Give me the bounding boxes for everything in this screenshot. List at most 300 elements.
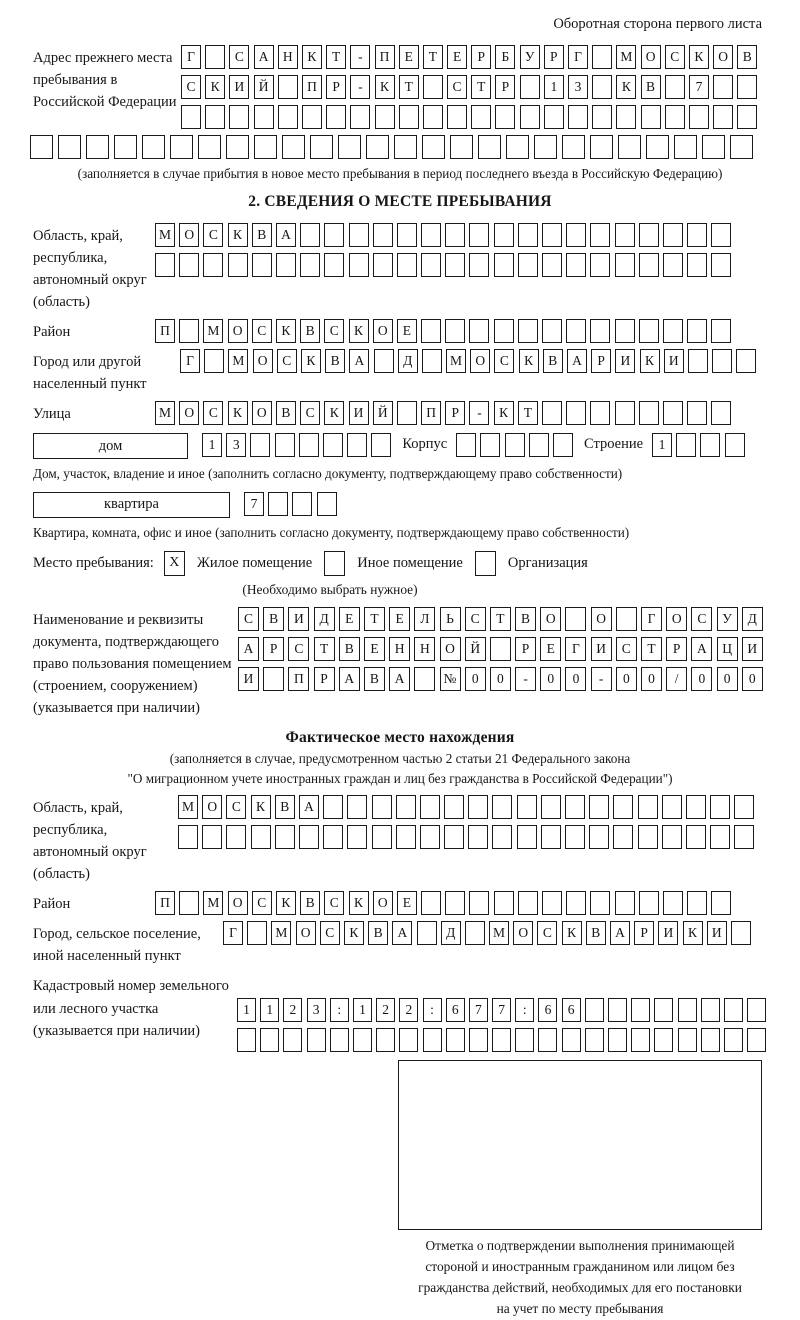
form-cell[interactable] [553,433,573,457]
form-cell[interactable] [292,492,312,516]
form-cell[interactable]: С [465,607,486,631]
form-cell[interactable] [330,1028,349,1052]
form-cell[interactable]: 0 [490,667,511,691]
form-cell[interactable]: Т [364,607,385,631]
form-cell[interactable]: А [389,667,410,691]
form-cell[interactable] [520,105,540,129]
form-cell[interactable]: Г [181,45,201,69]
form-cell[interactable]: С [324,319,344,343]
form-cell[interactable]: У [520,45,540,69]
form-cell[interactable] [275,825,295,849]
form-cell[interactable] [226,825,246,849]
form-cell[interactable]: С [537,921,557,945]
stay-type-checkbox-organization[interactable] [475,551,496,576]
form-cell[interactable]: С [616,637,637,661]
form-cell[interactable] [414,667,435,691]
form-cell[interactable] [663,401,683,425]
form-cell[interactable] [205,45,225,69]
form-cell[interactable]: В [275,795,295,819]
form-cell[interactable] [323,433,343,457]
form-cell[interactable] [615,401,635,425]
form-cell[interactable] [423,75,443,99]
form-cell[interactable]: М [203,891,223,915]
form-cell[interactable]: - [469,401,489,425]
form-cell[interactable] [646,135,669,159]
form-cell[interactable] [300,223,320,247]
form-cell[interactable] [469,223,489,247]
form-cell[interactable]: К [301,349,321,373]
form-cell[interactable] [592,105,612,129]
form-cell[interactable] [566,223,586,247]
form-cell[interactable] [731,921,751,945]
form-cell[interactable]: А [339,667,360,691]
form-cell[interactable] [468,825,488,849]
form-cell[interactable] [326,105,346,129]
form-cell[interactable]: Т [314,637,335,661]
form-cell[interactable]: С [494,349,514,373]
form-cell[interactable] [518,319,538,343]
form-cell[interactable] [282,135,305,159]
form-cell[interactable]: О [666,607,687,631]
form-cell[interactable] [275,433,295,457]
form-cell[interactable]: О [296,921,316,945]
form-cell[interactable]: О [470,349,490,373]
form-cell[interactable] [178,825,198,849]
form-cell[interactable]: А [610,921,630,945]
form-cell[interactable] [566,319,586,343]
form-cell[interactable] [639,253,659,277]
form-cell[interactable]: О [641,45,661,69]
form-cell[interactable]: Е [447,45,467,69]
form-cell[interactable] [268,492,288,516]
form-cell[interactable]: 0 [641,667,662,691]
form-cell[interactable] [445,319,465,343]
form-cell[interactable]: 0 [717,667,738,691]
form-cell[interactable] [347,433,367,457]
form-cell[interactable]: Й [465,637,486,661]
form-cell[interactable] [737,105,757,129]
form-cell[interactable]: Н [389,637,410,661]
form-cell[interactable] [711,891,731,915]
form-cell[interactable] [302,105,322,129]
form-cell[interactable]: К [519,349,539,373]
form-cell[interactable] [373,253,393,277]
form-cell[interactable]: К [349,891,369,915]
form-cell[interactable] [678,1028,697,1052]
form-cell[interactable]: 1 [652,433,672,457]
form-cell[interactable] [396,825,416,849]
form-cell[interactable]: Н [278,45,298,69]
form-cell[interactable] [260,1028,279,1052]
form-cell[interactable] [542,253,562,277]
form-cell[interactable] [542,401,562,425]
form-cell[interactable] [662,825,682,849]
form-cell[interactable]: 6 [538,998,557,1022]
form-cell[interactable]: Т [490,607,511,631]
form-cell[interactable] [468,795,488,819]
form-cell[interactable]: М [271,921,291,945]
form-cell[interactable]: Р [666,637,687,661]
form-cell[interactable] [713,105,733,129]
form-cell[interactable] [283,1028,302,1052]
form-cell[interactable] [544,105,564,129]
form-cell[interactable] [450,135,473,159]
form-cell[interactable] [654,998,673,1022]
form-cell[interactable]: 2 [376,998,395,1022]
form-cell[interactable]: Е [540,637,561,661]
form-cell[interactable] [589,825,609,849]
form-cell[interactable]: В [368,921,388,945]
form-cell[interactable] [734,795,754,819]
form-cell[interactable] [506,135,529,159]
form-cell[interactable] [639,223,659,247]
form-cell[interactable]: К [276,891,296,915]
form-cell[interactable] [515,1028,534,1052]
form-cell[interactable] [678,998,697,1022]
form-cell[interactable] [618,135,641,159]
form-cell[interactable] [226,135,249,159]
form-cell[interactable] [447,105,467,129]
form-cell[interactable] [397,401,417,425]
form-cell[interactable] [397,223,417,247]
form-cell[interactable]: Д [742,607,763,631]
form-cell[interactable]: Г [641,607,662,631]
form-cell[interactable] [541,795,561,819]
form-cell[interactable] [592,45,612,69]
form-cell[interactable] [592,75,612,99]
form-cell[interactable]: 0 [691,667,712,691]
form-cell[interactable] [276,253,296,277]
form-cell[interactable] [641,105,661,129]
form-cell[interactable] [205,105,225,129]
form-cell[interactable] [730,135,753,159]
form-cell[interactable]: Т [471,75,491,99]
form-cell[interactable] [421,891,441,915]
form-cell[interactable] [538,1028,557,1052]
form-cell[interactable] [687,319,707,343]
form-cell[interactable]: В [364,667,385,691]
form-cell[interactable]: : [423,998,442,1022]
form-cell[interactable]: В [586,921,606,945]
form-cell[interactable]: О [440,637,461,661]
form-cell[interactable]: Г [223,921,243,945]
form-cell[interactable] [471,105,491,129]
form-cell[interactable] [711,401,731,425]
form-cell[interactable]: С [238,607,259,631]
form-cell[interactable] [445,253,465,277]
form-cell[interactable] [663,253,683,277]
form-cell[interactable]: М [155,401,175,425]
form-cell[interactable] [663,891,683,915]
form-cell[interactable] [399,1028,418,1052]
form-cell[interactable] [492,795,512,819]
form-cell[interactable] [399,105,419,129]
form-cell[interactable]: И [742,637,763,661]
form-cell[interactable]: Е [399,45,419,69]
form-cell[interactable] [373,223,393,247]
form-cell[interactable] [687,253,707,277]
form-cell[interactable] [590,401,610,425]
form-cell[interactable] [638,795,658,819]
form-cell[interactable]: И [707,921,727,945]
form-cell[interactable]: Б [495,45,515,69]
form-cell[interactable]: С [226,795,246,819]
form-cell[interactable] [663,223,683,247]
form-cell[interactable] [114,135,137,159]
form-cell[interactable]: И [658,921,678,945]
form-cell[interactable] [687,401,707,425]
form-cell[interactable]: Р [634,921,654,945]
form-cell[interactable]: 7 [469,998,488,1022]
form-cell[interactable] [541,825,561,849]
form-cell[interactable]: О [252,401,272,425]
form-cell[interactable] [300,253,320,277]
form-cell[interactable]: К [375,75,395,99]
form-cell[interactable] [396,795,416,819]
form-cell[interactable] [353,1028,372,1052]
form-cell[interactable]: М [616,45,636,69]
form-cell[interactable]: В [276,401,296,425]
form-cell[interactable] [665,105,685,129]
stay-type-checkbox-other[interactable] [324,551,345,576]
form-cell[interactable] [250,433,270,457]
form-cell[interactable]: Т [423,45,443,69]
form-cell[interactable]: 0 [616,667,637,691]
form-cell[interactable]: Е [397,891,417,915]
form-cell[interactable] [518,223,538,247]
form-cell[interactable]: А [392,921,412,945]
form-cell[interactable] [299,433,319,457]
form-cell[interactable] [615,319,635,343]
form-cell[interactable]: Е [397,319,417,343]
form-cell[interactable]: И [288,607,309,631]
form-cell[interactable] [674,135,697,159]
form-cell[interactable] [204,349,224,373]
form-cell[interactable]: С [320,921,340,945]
form-cell[interactable]: С [229,45,249,69]
form-cell[interactable] [324,223,344,247]
form-cell[interactable] [565,825,585,849]
form-cell[interactable] [490,637,511,661]
form-cell[interactable] [566,401,586,425]
form-cell[interactable]: Д [441,921,461,945]
form-cell[interactable]: Й [254,75,274,99]
form-cell[interactable]: О [713,45,733,69]
stay-type-checkbox-residential[interactable]: X [164,551,185,576]
form-cell[interactable] [687,223,707,247]
form-cell[interactable]: Е [389,607,410,631]
form-cell[interactable]: 1 [202,433,222,457]
form-cell[interactable]: И [349,401,369,425]
form-cell[interactable]: О [513,921,533,945]
form-cell[interactable] [585,998,604,1022]
form-cell[interactable] [323,795,343,819]
form-cell[interactable] [263,667,284,691]
form-cell[interactable]: В [543,349,563,373]
form-cell[interactable]: А [567,349,587,373]
form-cell[interactable]: И [591,637,612,661]
form-cell[interactable]: 6 [562,998,581,1022]
form-cell[interactable] [372,795,392,819]
form-cell[interactable] [444,825,464,849]
form-cell[interactable]: : [330,998,349,1022]
form-cell[interactable] [254,105,274,129]
form-cell[interactable]: Т [641,637,662,661]
form-cell[interactable] [338,135,361,159]
form-cell[interactable] [639,891,659,915]
form-cell[interactable]: № [440,667,461,691]
form-cell[interactable] [423,1028,442,1052]
form-cell[interactable]: Г [565,637,586,661]
form-cell[interactable] [713,75,733,99]
form-cell[interactable] [631,998,650,1022]
form-cell[interactable] [615,223,635,247]
form-cell[interactable]: В [641,75,661,99]
form-cell[interactable]: О [228,319,248,343]
form-cell[interactable]: 2 [399,998,418,1022]
form-cell[interactable]: С [252,319,272,343]
form-cell[interactable] [565,795,585,819]
form-cell[interactable] [687,891,707,915]
form-cell[interactable] [181,105,201,129]
form-cell[interactable]: И [229,75,249,99]
form-cell[interactable] [542,891,562,915]
form-cell[interactable] [700,433,720,457]
form-cell[interactable] [251,825,271,849]
form-cell[interactable] [469,253,489,277]
form-cell[interactable] [710,825,730,849]
form-cell[interactable]: Ц [717,637,738,661]
form-cell[interactable] [701,1028,720,1052]
form-cell[interactable] [725,433,745,457]
form-cell[interactable] [702,135,725,159]
form-cell[interactable] [469,891,489,915]
form-cell[interactable] [615,253,635,277]
form-cell[interactable]: В [737,45,757,69]
form-cell[interactable]: П [375,45,395,69]
form-cell[interactable] [492,825,512,849]
form-cell[interactable]: С [300,401,320,425]
form-cell[interactable]: Р [515,637,536,661]
form-cell[interactable]: 1 [544,75,564,99]
form-cell[interactable]: С [288,637,309,661]
form-cell[interactable] [203,253,223,277]
form-cell[interactable] [518,253,538,277]
form-cell[interactable]: 6 [446,998,465,1022]
form-cell[interactable] [278,105,298,129]
form-cell[interactable]: Г [180,349,200,373]
form-cell[interactable]: Р [495,75,515,99]
form-cell[interactable]: У [717,607,738,631]
form-cell[interactable] [456,433,476,457]
form-cell[interactable] [397,253,417,277]
form-cell[interactable]: Р [263,637,284,661]
form-cell[interactable] [299,825,319,849]
form-cell[interactable]: В [300,891,320,915]
form-cell[interactable] [494,223,514,247]
form-cell[interactable] [631,1028,650,1052]
form-cell[interactable]: В [252,223,272,247]
form-cell[interactable]: С [665,45,685,69]
form-cell[interactable]: П [155,319,175,343]
form-cell[interactable] [142,135,165,159]
form-cell[interactable] [566,253,586,277]
form-cell[interactable] [615,891,635,915]
form-cell[interactable]: В [263,607,284,631]
form-cell[interactable]: Р [314,667,335,691]
form-cell[interactable] [446,1028,465,1052]
form-cell[interactable] [689,105,709,129]
form-cell[interactable] [86,135,109,159]
form-cell[interactable] [421,319,441,343]
form-cell[interactable] [252,253,272,277]
form-cell[interactable] [747,1028,766,1052]
form-cell[interactable] [371,433,391,457]
form-cell[interactable] [562,1028,581,1052]
form-cell[interactable] [423,105,443,129]
form-cell[interactable] [421,223,441,247]
form-cell[interactable]: - [515,667,536,691]
form-cell[interactable] [420,825,440,849]
form-cell[interactable]: А [254,45,274,69]
form-cell[interactable]: К [324,401,344,425]
form-cell[interactable] [566,891,586,915]
form-cell[interactable] [350,105,370,129]
form-cell[interactable] [444,795,464,819]
form-cell[interactable] [639,401,659,425]
form-cell[interactable]: И [615,349,635,373]
form-cell[interactable]: К [276,319,296,343]
form-cell[interactable] [534,135,557,159]
form-cell[interactable] [542,223,562,247]
form-cell[interactable] [520,75,540,99]
form-cell[interactable]: 7 [689,75,709,99]
form-cell[interactable]: 1 [353,998,372,1022]
form-cell[interactable]: 0 [742,667,763,691]
form-cell[interactable] [420,795,440,819]
form-cell[interactable] [366,135,389,159]
form-cell[interactable] [495,105,515,129]
form-cell[interactable] [616,105,636,129]
form-cell[interactable] [254,135,277,159]
form-cell[interactable] [654,1028,673,1052]
form-cell[interactable] [590,319,610,343]
form-cell[interactable]: Г [568,45,588,69]
form-cell[interactable]: / [666,667,687,691]
form-cell[interactable]: С [203,401,223,425]
form-cell[interactable]: К [494,401,514,425]
form-cell[interactable]: 1 [237,998,256,1022]
form-cell[interactable]: Т [518,401,538,425]
form-cell[interactable] [492,1028,511,1052]
form-cell[interactable]: 7 [244,492,264,516]
form-cell[interactable]: П [302,75,322,99]
form-cell[interactable] [590,135,613,159]
form-cell[interactable]: Н [414,637,435,661]
form-cell[interactable]: С [447,75,467,99]
form-cell[interactable]: О [373,891,393,915]
form-cell[interactable] [638,825,658,849]
form-cell[interactable] [349,253,369,277]
form-cell[interactable]: И [238,667,259,691]
form-cell[interactable]: О [540,607,561,631]
form-cell[interactable] [517,825,537,849]
form-cell[interactable] [608,1028,627,1052]
form-cell[interactable]: М [228,349,248,373]
form-cell[interactable] [317,492,337,516]
form-cell[interactable] [349,223,369,247]
form-cell[interactable]: 3 [226,433,246,457]
